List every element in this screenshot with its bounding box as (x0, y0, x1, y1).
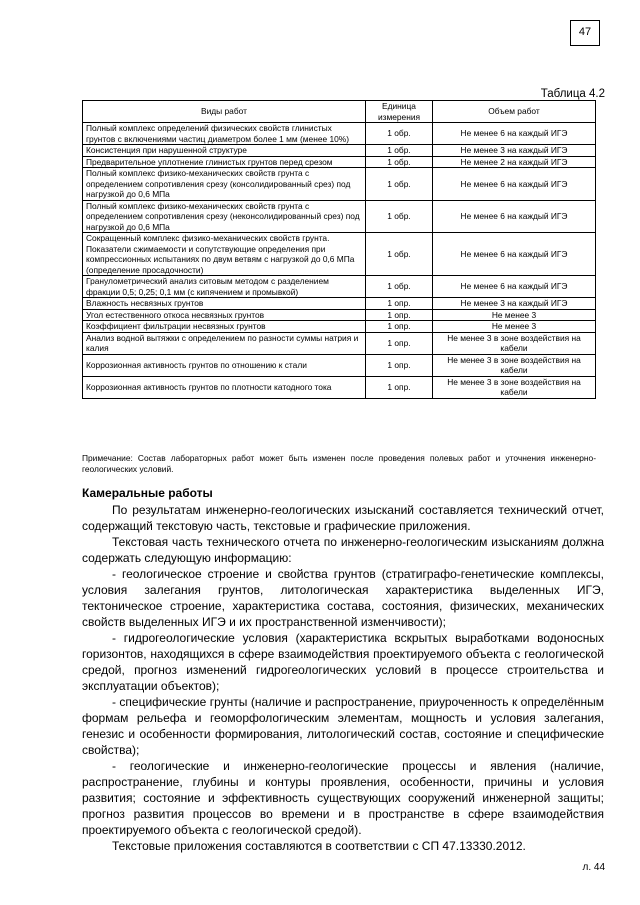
list-item: - геологические и инженерно-геологические процессы и явления (наличие, распространение, глубины и контуры проявления, особенности, причины и условия развития; состояние и эффективность существующих сооружений инженерной защиты; прогноз развития процессов во времени и в пространстве в сфере взаимодействия проектируемого объекта с геологической средой). (82, 759, 604, 837)
header-unit: Единица измерения (366, 101, 433, 123)
paragraph: Текстовая часть технического отчета по инженерно-геологическим изысканиям должна содержать следующую информацию: (82, 535, 604, 565)
cell-unit: 1 опр. (366, 309, 433, 321)
cell-volume: Не менее 6 на каждый ИГЭ (433, 168, 596, 201)
page-number-box: 47 (570, 20, 600, 46)
cell-volume: Не менее 6 на каждый ИГЭ (433, 200, 596, 233)
table-row (83, 168, 596, 201)
cell-unit: 1 обр. (366, 233, 433, 276)
cell-work-type: Гранулометрический анализ ситовым методом с разделением фракции 0,5; 0,25; 0,1 мм (с кипячением и промывкой) (83, 276, 366, 298)
list-item: - специфические грунты (наличие и распространение, приуроченность к определённым формам рельефа и геоморфологическим элементам, мощность и условия залегания, генезис и особенности формирования, литологический состав, состояние и специфические свойства); (82, 695, 604, 757)
cell-unit: 1 обр. (366, 200, 433, 233)
header-work-type: Виды работ (83, 101, 366, 123)
cell-work-type: Коэффициент фильтрации несвязных грунтов (83, 321, 366, 333)
table-header-row (83, 101, 596, 123)
table-caption: Таблица 4.2 (540, 88, 605, 100)
table-row (83, 145, 596, 157)
table-row (83, 376, 596, 398)
cell-work-type: Полный комплекс физико-механических свойств грунта с определением сопротивления срезу (консолидированный срез) под нагрузкой до 0,6 МПа (83, 168, 366, 201)
table-row (83, 321, 596, 333)
table-row (83, 332, 596, 354)
lab-works-table (82, 100, 596, 399)
desk-works-section (82, 485, 604, 854)
table-row (83, 200, 596, 233)
cell-work-type: Угол естественного откоса несвязных грунтов (83, 309, 366, 321)
cell-work-type: Полный комплекс определений физических свойств глинистых грунтов с включениями частиц диаметром более 1 мм (менее 10%) (83, 123, 366, 145)
table-row (83, 276, 596, 298)
cell-unit: 1 опр. (366, 298, 433, 310)
cell-unit: 1 обр. (366, 145, 433, 157)
cell-unit: 1 обр. (366, 156, 433, 168)
cell-unit: 1 обр. (366, 168, 433, 201)
table-row (83, 156, 596, 168)
table-row (83, 123, 596, 145)
cell-work-type: Консистенция при нарушенной структуре (83, 145, 366, 157)
cell-volume: Не менее 2 на каждый ИГЭ (433, 156, 596, 168)
cell-work-type: Предварительное уплотнение глинистых грунтов перед срезом (83, 156, 366, 168)
cell-work-type: Анализ водной вытяжки с определением по разности суммы натрия и калия (83, 332, 366, 354)
header-volume: Объем работ (433, 101, 596, 123)
cell-volume: Не менее 6 на каждый ИГЭ (433, 276, 596, 298)
cell-volume: Не менее 3 (433, 321, 596, 333)
list-item: - гидрогеологические условия (характеристика вскрытых выработками водоносных горизонтов, находящихся в сфере взаимодействия проектируемого объекта с геологической средой, прогноз изменений гидрогеологических условий в процессе строительства и эксплуатации объектов); (82, 631, 604, 693)
cell-work-type: Полный комплекс физико-механических свойств грунта с определением сопротивления срезу (неконсолидированный срез) под нагрузкой до 0,6 МПа (83, 200, 366, 233)
table-note: Примечание: Состав лабораторных работ может быть изменен после проведения полевых работ и уточнения инженерно-геологических условий. (82, 453, 596, 474)
paragraph: Текстовые приложения составляются в соответствии с СП 47.13330.2012. (112, 839, 526, 853)
cell-volume: Не менее 6 на каждый ИГЭ (433, 233, 596, 276)
cell-unit: 1 опр. (366, 332, 433, 354)
table-row (83, 354, 596, 376)
table-body (83, 123, 596, 399)
cell-work-type: Сокращенный комплекс физико-механических свойств грунта. Показатели сжимаемости и сопутствующие определения при компрессионных испытаниях по двум ветвям с нагрузкой до 0,6 МПа (определение просадочности) (83, 233, 366, 276)
cell-unit: 1 опр. (366, 376, 433, 398)
page-footer-number: л. 44 (582, 862, 605, 873)
cell-work-type: Коррозионная активность грунтов по отношению к стали (83, 354, 366, 376)
cell-work-type: Коррозионная активность грунтов по плотности катодного тока (83, 376, 366, 398)
cell-unit: 1 опр. (366, 354, 433, 376)
cell-work-type: Влажность несвязных грунтов (83, 298, 366, 310)
cell-volume: Не менее 3 в зоне воздействия на кабели (433, 332, 596, 354)
cell-volume: Не менее 6 на каждый ИГЭ (433, 123, 596, 145)
table-row (83, 233, 596, 276)
section-title: Камеральные работы (82, 486, 213, 500)
list-item: - геологическое строение и свойства грунтов (стратиграфо-генетические комплексы, условия залегания грунтов, литологическая характеристика выделенных ИГЭ, тектоническое строение, характеристика состава, состояния, физических, механических свойств выделенных ИГЭ и их пространственной изменчивости); (82, 567, 604, 629)
cell-volume: Не менее 3 в зоне воздействия на кабели (433, 376, 596, 398)
cell-volume: Не менее 3 на каждый ИГЭ (433, 298, 596, 310)
cell-volume: Не менее 3 в зоне воздействия на кабели (433, 354, 596, 376)
table-row (83, 309, 596, 321)
table-row (83, 298, 596, 310)
paragraph: По результатам инженерно-геологических изысканий составляется технический отчет, содержащий текстовую часть, текстовые и графические приложения. (82, 503, 604, 533)
cell-unit: 1 опр. (366, 321, 433, 333)
cell-unit: 1 обр. (366, 276, 433, 298)
cell-volume: Не менее 3 (433, 309, 596, 321)
cell-volume: Не менее 3 на каждый ИГЭ (433, 145, 596, 157)
cell-unit: 1 обр. (366, 123, 433, 145)
